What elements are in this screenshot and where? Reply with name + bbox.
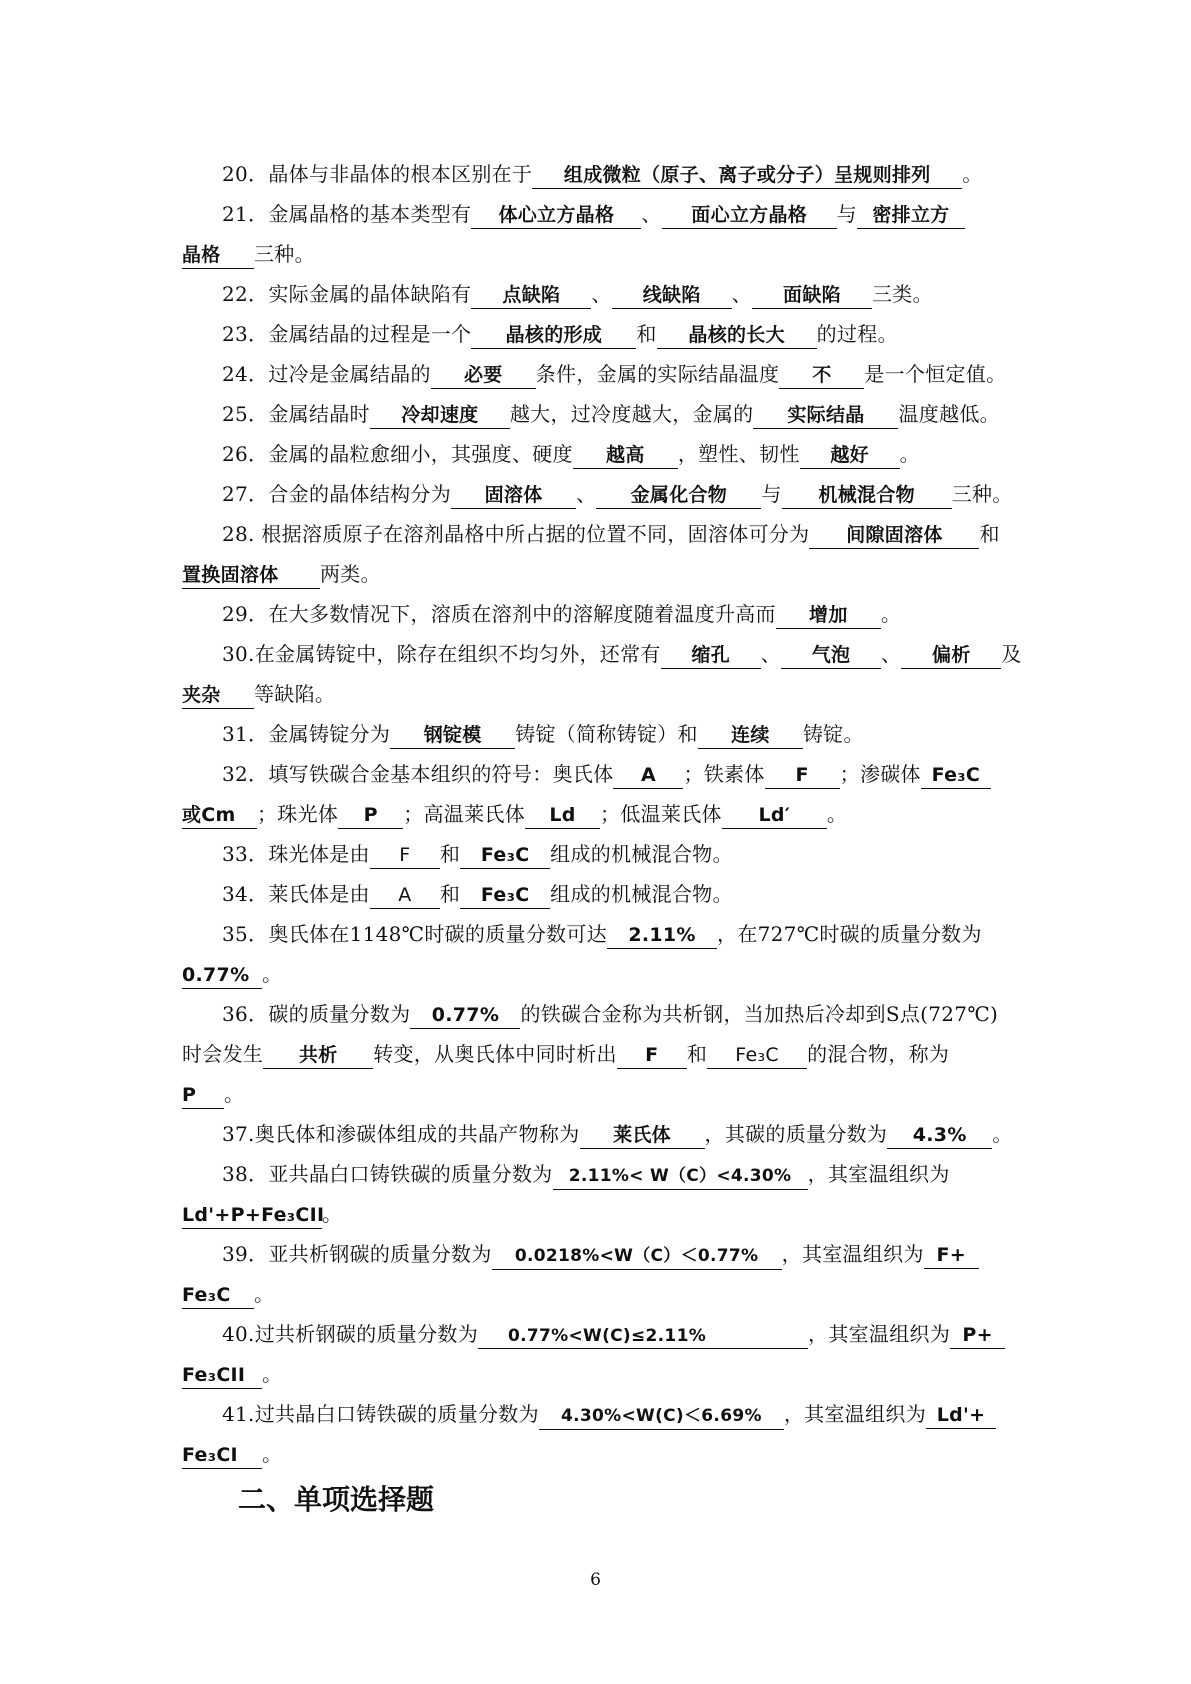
- answer-blank: 夹杂: [182, 682, 254, 709]
- answer-blank: 越高: [573, 442, 678, 469]
- answer-blank: 置换固溶体: [182, 562, 320, 589]
- answer-blank: Fe₃CII: [182, 1362, 262, 1389]
- answer-blank: F: [370, 842, 440, 869]
- answer-blank: 气泡: [781, 642, 881, 669]
- question-41-cont: Fe₃CI 。: [182, 1434, 1022, 1474]
- answer-blank: 0.77%<W(C)≤2.11%: [478, 1323, 808, 1349]
- answer-blank: 偏析: [901, 642, 1001, 669]
- answer-blank: A: [370, 882, 440, 909]
- question-31: 31．金属铸锭分为 钢锭模 铸锭（简称铸锭）和 连续 铸锭。: [222, 714, 1022, 754]
- question-30: 30.在金属铸锭中，除存在组织不均匀外，还常有 缩孔 、 气泡 、 偏析 及: [222, 634, 1022, 674]
- question-29: 29．在大多数情况下，溶质在溶剂中的溶解度随着温度升高而 增加 。: [222, 594, 1022, 634]
- question-25: 25．金属结晶时 冷却速度 越大，过冷度越大，金属的 实际结晶 温度越低。: [222, 394, 1022, 434]
- question-36-cont2: P 。: [182, 1074, 1022, 1114]
- answer-blank: 晶核的形成: [471, 322, 636, 349]
- answer-blank: A: [613, 762, 683, 789]
- answer-blank: 2.11%: [607, 922, 717, 949]
- answer-blank: 线缺陷: [612, 282, 732, 309]
- question-39-cont: Fe₃C 。: [182, 1274, 1022, 1314]
- answer-blank: 4.30%<W(C)＜6.69%: [539, 1403, 784, 1430]
- question-22: 22．实际金属的晶体缺陷有 点缺陷 、 线缺陷 、 面缺陷 三类。: [222, 274, 1022, 314]
- answer-blank: P: [338, 802, 403, 829]
- answer-blank: P+: [950, 1322, 1005, 1349]
- answer-blank: 面缺陷: [752, 282, 872, 309]
- question-40: 40.过共析钢碳的质量分数为 0.77%<W(C)≤2.11% ，其室温组织为 P+: [222, 1314, 1022, 1354]
- answer-blank: 越好: [800, 442, 900, 469]
- answer-blank: P: [182, 1082, 224, 1109]
- question-36: 36．碳的质量分数为 0.77% 的铁碳合金称为共析钢，当加热后冷却到S点(727℃): [222, 994, 1022, 1034]
- question-30-cont: 夹杂 等缺陷。: [182, 674, 1022, 714]
- answer-blank: 增加: [776, 602, 881, 629]
- answer-blank: Ld'+: [926, 1402, 996, 1429]
- answer-blank: 4.3%: [887, 1122, 992, 1149]
- answer-blank: Fe₃C: [460, 842, 550, 869]
- question-37: 37.奥氏体和渗碳体组成的共晶产物称为 莱氏体 ，其碳的质量分数为 4.3% 。: [222, 1114, 1022, 1154]
- answer-blank: 金属化合物: [596, 482, 761, 509]
- question-41: 41.过共晶白口铸铁碳的质量分数为 4.30%<W(C)＜6.69% ，其室温组织为 Ld'+: [222, 1394, 1022, 1434]
- answer-blank: Fe₃C: [921, 762, 991, 789]
- answer-blank: 实际结晶: [753, 402, 898, 429]
- question-34: 34．莱氏体是由 A 和 Fe₃C 组成的机械混合物。: [222, 874, 1022, 914]
- answer-blank: F+: [924, 1242, 979, 1269]
- question-38: 38．亚共晶白口铸铁碳的质量分数为 2.11%< W（C）<4.30% ，其室温组织为: [222, 1154, 1022, 1194]
- answer-blank: 缩孔: [661, 642, 761, 669]
- answer-blank: F: [765, 762, 840, 789]
- answer-blank: Fe₃CI: [182, 1442, 262, 1469]
- question-33: 33．珠光体是由 F 和 Fe₃C 组成的机械混合物。: [222, 834, 1022, 874]
- answer-blank: Fe₃C: [707, 1042, 807, 1069]
- question-24: 24．过冷是金属结晶的 必要 条件，金属的实际结晶温度 不 是一个恒定值。: [222, 354, 1022, 394]
- answer-blank: 点缺陷: [471, 282, 591, 309]
- section-title: 二、单项选择题: [238, 1483, 435, 1516]
- question-40-cont: Fe₃CII 。: [182, 1354, 1022, 1394]
- answer-blank: 晶格: [182, 242, 254, 269]
- question-36-cont: 时会发生 共析 转变，从奥氏体中同时析出 F 和 Fe₃C 的混合物，称为: [182, 1034, 1022, 1074]
- question-28-cont: 置换固溶体 两类。: [182, 554, 1022, 594]
- question-35: 35．奥氏体在1148℃时碳的质量分数可达 2.11% ，在727℃时碳的质量分数为: [222, 914, 1022, 954]
- question-39: 39．亚共析钢碳的质量分数为 0.0218%<W（C）＜0.77% ，其室温组织为 F+: [222, 1234, 1022, 1274]
- question-23: 23．金属结晶的过程是一个 晶核的形成 和 晶核的长大 的过程。: [222, 314, 1022, 354]
- answer-blank: Ld: [525, 802, 600, 829]
- answer-blank: 冷却速度: [370, 402, 510, 429]
- question-20: 20．晶体与非晶体的根本区别在于 组成微粒（原子、离子或分子）呈规则排列 。: [222, 154, 1022, 194]
- answer-blank: 必要: [431, 362, 536, 389]
- answer-blank: Ld′: [722, 802, 827, 829]
- answer-blank: 体心立方晶格: [471, 202, 641, 229]
- answer-blank: 0.0218%<W（C）＜0.77%: [492, 1243, 782, 1270]
- answer-blank: 间隙固溶体: [809, 522, 979, 549]
- question-32-cont: 或Cm ；珠光体 P ；高温莱氏体 Ld ；低温莱氏体 Ld′ 。: [182, 794, 1022, 834]
- answer-blank: Fe₃C: [182, 1282, 254, 1309]
- answer-blank: 0.77%: [182, 962, 262, 989]
- answer-blank: 组成微粒（原子、离子或分子）呈规则排列: [532, 162, 962, 189]
- answer-blank: Fe₃C: [460, 882, 550, 909]
- question-28: 28. 根据溶质原子在溶剂晶格中所占据的位置不同，固溶体可分为 间隙固溶体 和: [222, 514, 1022, 554]
- answer-blank: 钢锭模: [390, 722, 515, 749]
- answer-blank: 2.11%< W（C）<4.30%: [553, 1163, 808, 1190]
- answer-blank: 莱氏体: [580, 1122, 705, 1149]
- answer-blank: 晶核的长大: [657, 322, 817, 349]
- answer-blank: 面心立方晶格: [662, 202, 837, 229]
- answer-blank: 或Cm: [182, 802, 257, 829]
- answer-blank: F: [617, 1042, 687, 1069]
- answer-blank: 连续: [698, 722, 803, 749]
- question-32: 32．填写铁碳合金基本组织的符号：奥氏体 A ；铁素体 F ；渗碳体 Fe₃C: [222, 754, 1022, 794]
- answer-blank: 固溶体: [451, 482, 576, 509]
- answer-blank: 不: [779, 362, 864, 389]
- answer-blank: Ld'+P+Fe₃CII: [182, 1202, 322, 1229]
- answer-blank: 0.77%: [410, 1002, 520, 1029]
- question-27: 27．合金的晶体结构分为 固溶体 、 金属化合物 与 机械混合物 三种。: [222, 474, 1022, 514]
- question-26: 26．金属的晶粒愈细小，其强度、硬度 越高 ，塑性、韧性 越好 。: [222, 434, 1022, 474]
- answer-blank: 密排立方: [857, 202, 965, 229]
- answer-blank: 共析: [263, 1042, 373, 1069]
- answer-blank: 机械混合物: [782, 482, 952, 509]
- page-number: 6: [590, 1570, 601, 1590]
- question-38-cont: Ld'+P+Fe₃CII。: [182, 1194, 1022, 1234]
- question-35-cont: 0.77% 。: [182, 954, 1022, 994]
- question-21: 21．金属晶格的基本类型有 体心立方晶格 、 面心立方晶格 与 密排立方: [222, 194, 1022, 234]
- question-21-cont: 晶格 三种。: [182, 234, 1022, 274]
